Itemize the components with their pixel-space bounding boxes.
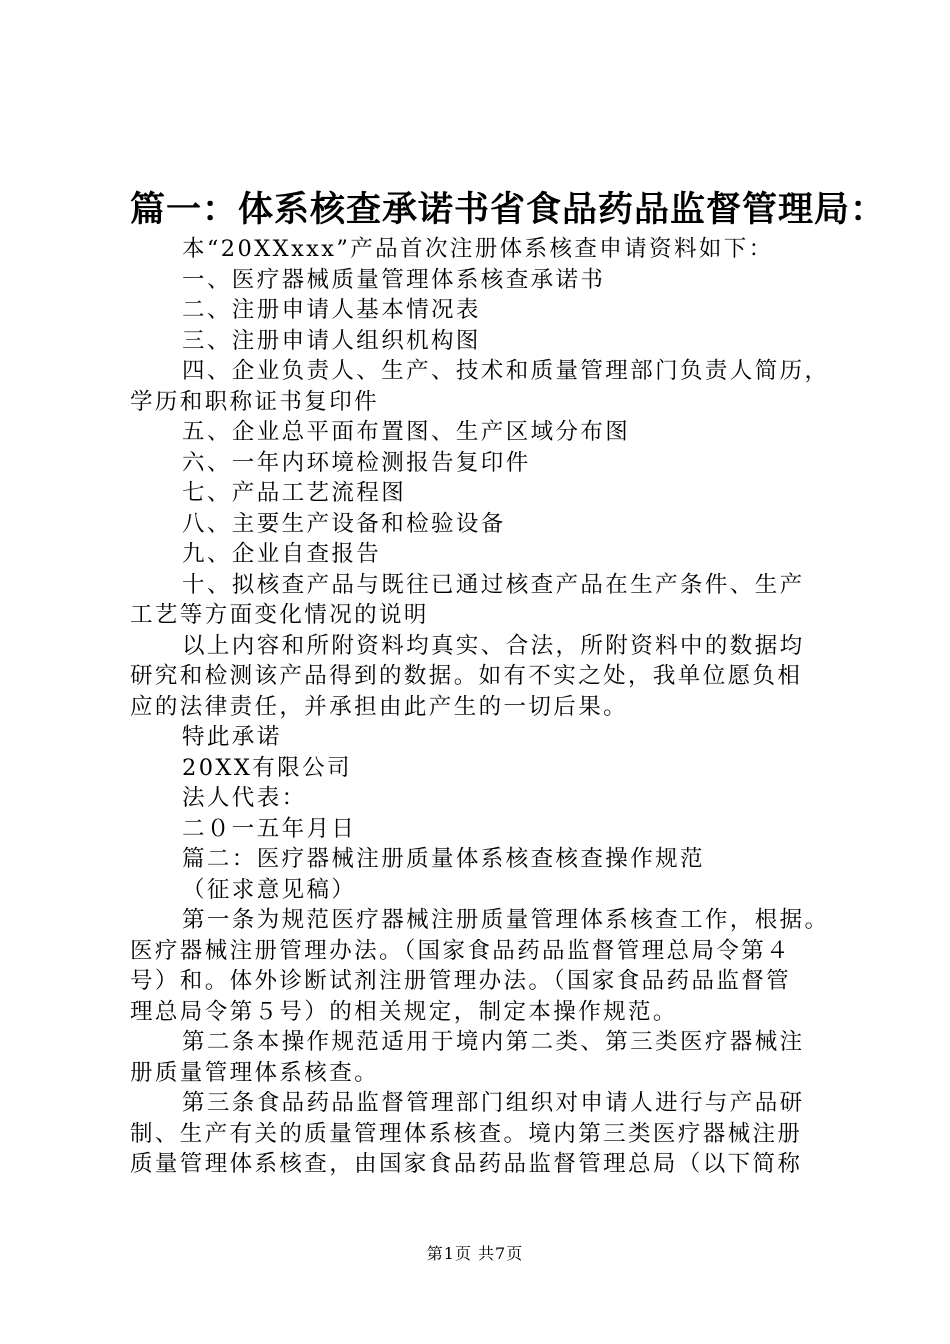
text-line: 六、一年内环境检测报告复印件 [182, 449, 531, 476]
text-line: （征求意见稿） [182, 876, 357, 903]
text-line: 特此承诺 [182, 724, 282, 750]
text-line: 七、产品工艺流程图 [182, 480, 407, 506]
document-body [130, 234, 830, 1180]
text-line: 应的法律责任，并承担由此产生的一切后果。 [130, 693, 629, 720]
text-line: 第三条食品药品监督管理部门组织对申请人进行与产品研 [182, 1090, 805, 1116]
text-line: 工艺等方面变化情况的说明 [130, 602, 429, 628]
text-line: 制、生产有关的质量管理体系核查。境内第三类医疗器械注册 [130, 1120, 803, 1147]
page-footer: 第1页 共7页 [426, 1244, 524, 1263]
text-line: 十、拟核查产品与既往已通过核查产品在生产条件、生产 [182, 571, 805, 598]
text-line: 本“20XXxxx”产品首次注册体系核查申请资料如下： [182, 236, 774, 262]
text-line: 第二条本操作规范适用于境内第二类、第三类医疗器械注 [182, 1029, 805, 1055]
text-line: 二０一五年月日 [182, 815, 357, 842]
text-line: 八、主要生产设备和检验设备 [182, 510, 506, 537]
text-line: 二、注册申请人基本情况表 [182, 297, 481, 323]
text-line: 医疗器械注册管理办法。（国家食品药品监督管理总局令第４ [130, 937, 792, 964]
text-line: 20XX有限公司 [182, 754, 352, 781]
text-line: 三、注册申请人组织机构图 [182, 327, 481, 354]
text-line: 号）和。体外诊断试剂注册管理办法。（国家食品药品监督管 [130, 968, 792, 994]
text-line: 以上内容和所附资料均真实、合法，所附资料中的数据均 [182, 632, 805, 659]
text-line: 篇二：医疗器械注册质量体系核查核查操作规范 [182, 846, 705, 872]
text-line: 质量管理体系核查，由国家食品药品监督管理总局（以下简称 [130, 1151, 803, 1177]
text-line: 理总局令第５号）的相关规定，制定本操作规范。 [130, 998, 678, 1025]
text-line: 学历和职称证书复印件 [130, 388, 380, 415]
text-line: 研究和检测该产品得到的数据。如有不实之处，我单位愿负相 [130, 663, 803, 689]
text-line: 一、医疗器械质量管理体系核查承诺书 [182, 266, 606, 293]
text-line: 法人代表： [182, 785, 307, 811]
document-title: 篇一：体系核查承诺书省食品药品监督管理局： [130, 190, 887, 230]
text-line: 册质量管理体系核查。 [130, 1059, 380, 1086]
text-line: 九、企业自查报告 [182, 541, 382, 567]
text-line: 第一条为规范医疗器械注册质量管理体系核查工作，根据。 [182, 907, 830, 933]
text-line: 五、企业总平面布置图、生产区域分布图 [182, 419, 631, 445]
text-line: 四、企业负责人、生产、技术和质量管理部门负责人简历， [182, 358, 830, 384]
